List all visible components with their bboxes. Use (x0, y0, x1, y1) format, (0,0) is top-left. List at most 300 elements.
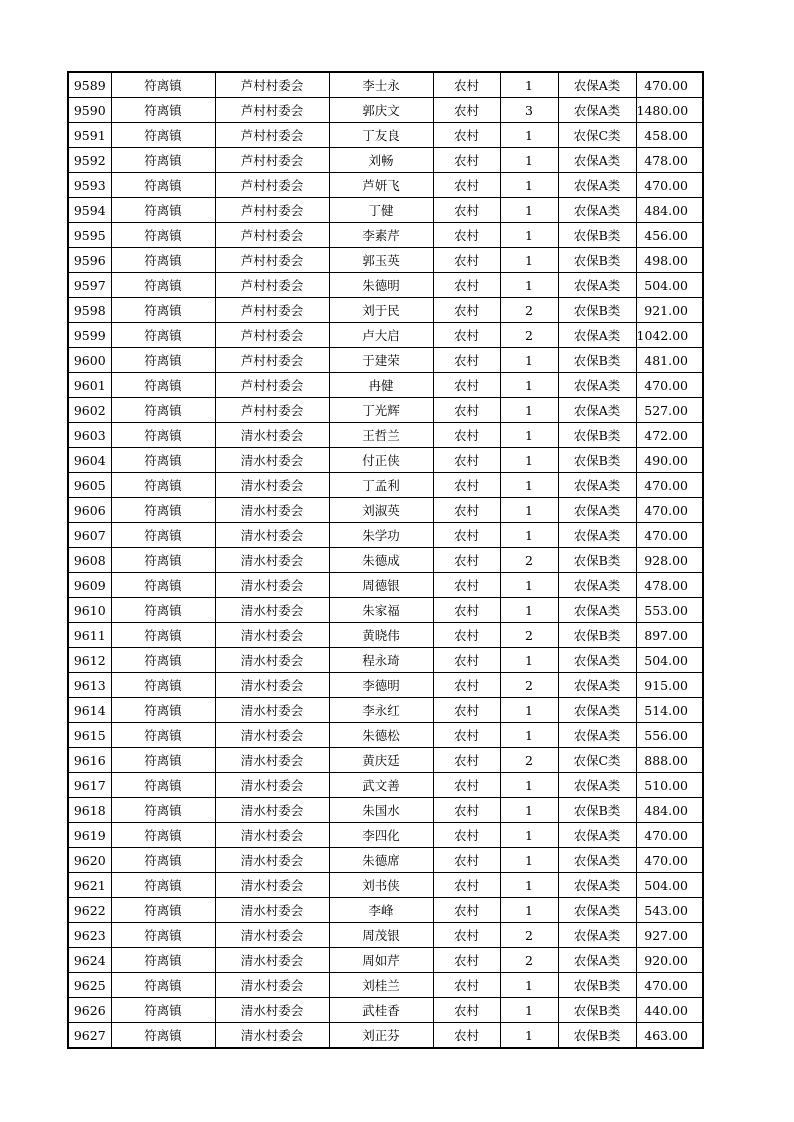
amount-cell: 915.00 (636, 673, 703, 698)
residence-type-cell: 农村 (433, 573, 500, 598)
row-number-cell: 9607 (68, 523, 111, 548)
row-number-cell: 9596 (68, 248, 111, 273)
town-cell: 符离镇 (111, 323, 215, 348)
amount-cell: 1480.00 (636, 98, 703, 123)
insurance-category-cell: 农保B类 (558, 998, 636, 1023)
person-name-cell: 周德银 (329, 573, 433, 598)
person-name-cell: 朱德松 (329, 723, 433, 748)
table-row (68, 223, 703, 248)
household-count-cell: 2 (500, 323, 558, 348)
person-name-cell: 郭玉英 (329, 248, 433, 273)
residence-type-cell: 农村 (433, 848, 500, 873)
person-name-cell: 程永琦 (329, 648, 433, 673)
amount-cell: 927.00 (636, 923, 703, 948)
row-number-cell: 9605 (68, 473, 111, 498)
town-cell: 符离镇 (111, 498, 215, 523)
table-row (68, 373, 703, 398)
residence-type-cell: 农村 (433, 1023, 500, 1049)
row-number-cell: 9594 (68, 198, 111, 223)
row-number-cell: 9595 (68, 223, 111, 248)
village-committee-cell: 芦村村委会 (215, 373, 329, 398)
town-cell: 符离镇 (111, 523, 215, 548)
table-row (68, 423, 703, 448)
residence-type-cell: 农村 (433, 998, 500, 1023)
household-count-cell: 2 (500, 673, 558, 698)
person-name-cell: 丁孟利 (329, 473, 433, 498)
household-count-cell: 1 (500, 72, 558, 98)
amount-cell: 470.00 (636, 848, 703, 873)
row-number-cell: 9603 (68, 423, 111, 448)
amount-cell: 472.00 (636, 423, 703, 448)
household-count-cell: 2 (500, 948, 558, 973)
village-committee-cell: 清水村委会 (215, 998, 329, 1023)
row-number-cell: 9610 (68, 598, 111, 623)
household-count-cell: 1 (500, 648, 558, 673)
household-count-cell: 1 (500, 973, 558, 998)
person-name-cell: 刘淑英 (329, 498, 433, 523)
row-number-cell: 9599 (68, 323, 111, 348)
insurance-category-cell: 农保B类 (558, 623, 636, 648)
amount-cell: 456.00 (636, 223, 703, 248)
person-name-cell: 于建荣 (329, 348, 433, 373)
amount-cell: 481.00 (636, 348, 703, 373)
household-count-cell: 1 (500, 898, 558, 923)
household-count-cell: 1 (500, 248, 558, 273)
insurance-category-cell: 农保A类 (558, 98, 636, 123)
table-row (68, 473, 703, 498)
household-count-cell: 2 (500, 748, 558, 773)
table-row (68, 148, 703, 173)
insurance-category-cell: 农保A类 (558, 723, 636, 748)
amount-cell: 553.00 (636, 598, 703, 623)
insurance-category-cell: 农保A类 (558, 773, 636, 798)
table-row (68, 798, 703, 823)
person-name-cell: 朱德明 (329, 273, 433, 298)
town-cell: 符离镇 (111, 873, 215, 898)
amount-cell: 504.00 (636, 648, 703, 673)
person-name-cell: 冉健 (329, 373, 433, 398)
village-committee-cell: 清水村委会 (215, 1023, 329, 1049)
residence-type-cell: 农村 (433, 673, 500, 698)
insurance-category-cell: 农保A类 (558, 898, 636, 923)
household-count-cell: 1 (500, 773, 558, 798)
table-row (68, 623, 703, 648)
person-name-cell: 付正侠 (329, 448, 433, 473)
amount-cell: 514.00 (636, 698, 703, 723)
residence-type-cell: 农村 (433, 298, 500, 323)
insurance-category-cell: 农保B类 (558, 973, 636, 998)
residence-type-cell: 农村 (433, 548, 500, 573)
person-name-cell: 郭庆文 (329, 98, 433, 123)
residence-type-cell: 农村 (433, 823, 500, 848)
person-name-cell: 丁光辉 (329, 398, 433, 423)
insurance-category-cell: 农保C类 (558, 123, 636, 148)
insurance-category-cell: 农保B类 (558, 448, 636, 473)
town-cell: 符离镇 (111, 823, 215, 848)
insurance-category-cell: 农保A类 (558, 673, 636, 698)
household-count-cell: 1 (500, 698, 558, 723)
person-name-cell: 卢大启 (329, 323, 433, 348)
amount-cell: 463.00 (636, 1023, 703, 1049)
village-committee-cell: 清水村委会 (215, 548, 329, 573)
household-count-cell: 1 (500, 273, 558, 298)
person-name-cell: 武文善 (329, 773, 433, 798)
row-number-cell: 9614 (68, 698, 111, 723)
table-row (68, 573, 703, 598)
town-cell: 符离镇 (111, 648, 215, 673)
row-number-cell: 9609 (68, 573, 111, 598)
village-committee-cell: 芦村村委会 (215, 198, 329, 223)
person-name-cell: 刘于民 (329, 298, 433, 323)
village-committee-cell: 清水村委会 (215, 698, 329, 723)
residence-type-cell: 农村 (433, 423, 500, 448)
residence-type-cell: 农村 (433, 273, 500, 298)
household-count-cell: 1 (500, 848, 558, 873)
amount-cell: 921.00 (636, 298, 703, 323)
insurance-category-cell: 农保B类 (558, 1023, 636, 1049)
row-number-cell: 9611 (68, 623, 111, 648)
table-row (68, 298, 703, 323)
amount-cell: 510.00 (636, 773, 703, 798)
insurance-category-cell: 农保B类 (558, 223, 636, 248)
town-cell: 符离镇 (111, 698, 215, 723)
village-committee-cell: 芦村村委会 (215, 148, 329, 173)
amount-cell: 440.00 (636, 998, 703, 1023)
residence-type-cell: 农村 (433, 323, 500, 348)
person-name-cell: 李德明 (329, 673, 433, 698)
town-cell: 符离镇 (111, 723, 215, 748)
residence-type-cell: 农村 (433, 98, 500, 123)
insurance-category-cell: 农保A类 (558, 948, 636, 973)
residence-type-cell: 农村 (433, 173, 500, 198)
town-cell: 符离镇 (111, 173, 215, 198)
person-name-cell: 丁友良 (329, 123, 433, 148)
town-cell: 符离镇 (111, 573, 215, 598)
table-row (68, 923, 703, 948)
insurance-category-cell: 农保B类 (558, 798, 636, 823)
residence-type-cell: 农村 (433, 598, 500, 623)
village-committee-cell: 清水村委会 (215, 598, 329, 623)
amount-cell: 470.00 (636, 173, 703, 198)
insurance-category-cell: 农保A类 (558, 323, 636, 348)
residence-type-cell: 农村 (433, 498, 500, 523)
insurance-category-cell: 农保B类 (558, 248, 636, 273)
amount-cell: 498.00 (636, 248, 703, 273)
person-name-cell: 黄庆廷 (329, 748, 433, 773)
town-cell: 符离镇 (111, 623, 215, 648)
town-cell: 符离镇 (111, 72, 215, 98)
household-count-cell: 1 (500, 523, 558, 548)
row-number-cell: 9606 (68, 498, 111, 523)
village-committee-cell: 清水村委会 (215, 973, 329, 998)
table-row (68, 323, 703, 348)
amount-cell: 478.00 (636, 573, 703, 598)
town-cell: 符离镇 (111, 673, 215, 698)
village-committee-cell: 清水村委会 (215, 498, 329, 523)
village-committee-cell: 芦村村委会 (215, 348, 329, 373)
insurance-category-cell: 农保A类 (558, 173, 636, 198)
town-cell: 符离镇 (111, 398, 215, 423)
village-committee-cell: 清水村委会 (215, 923, 329, 948)
residence-type-cell: 农村 (433, 198, 500, 223)
amount-cell: 484.00 (636, 198, 703, 223)
town-cell: 符离镇 (111, 973, 215, 998)
insurance-category-cell: 农保A类 (558, 923, 636, 948)
table-row (68, 248, 703, 273)
village-committee-cell: 清水村委会 (215, 648, 329, 673)
household-count-cell: 1 (500, 348, 558, 373)
row-number-cell: 9590 (68, 98, 111, 123)
person-name-cell: 周如芹 (329, 948, 433, 973)
village-committee-cell: 芦村村委会 (215, 323, 329, 348)
amount-cell: 470.00 (636, 523, 703, 548)
row-number-cell: 9619 (68, 823, 111, 848)
table-row (68, 873, 703, 898)
village-committee-cell: 芦村村委会 (215, 298, 329, 323)
residence-type-cell: 农村 (433, 973, 500, 998)
amount-cell: 458.00 (636, 123, 703, 148)
insurance-category-cell: 农保A类 (558, 373, 636, 398)
village-committee-cell: 芦村村委会 (215, 98, 329, 123)
amount-cell: 470.00 (636, 72, 703, 98)
household-count-cell: 1 (500, 398, 558, 423)
table-row (68, 173, 703, 198)
residence-type-cell: 农村 (433, 72, 500, 98)
table-row (68, 848, 703, 873)
person-name-cell: 芦妍飞 (329, 173, 433, 198)
roster-body (68, 72, 703, 1048)
residence-type-cell: 农村 (433, 723, 500, 748)
insurance-category-cell: 农保A类 (558, 473, 636, 498)
household-count-cell: 1 (500, 198, 558, 223)
insurance-category-cell: 农保C类 (558, 748, 636, 773)
table-row (68, 973, 703, 998)
town-cell: 符离镇 (111, 923, 215, 948)
person-name-cell: 黄晓伟 (329, 623, 433, 648)
town-cell: 符离镇 (111, 548, 215, 573)
residence-type-cell: 农村 (433, 523, 500, 548)
household-count-cell: 1 (500, 798, 558, 823)
person-name-cell: 王哲兰 (329, 423, 433, 448)
village-committee-cell: 清水村委会 (215, 473, 329, 498)
row-number-cell: 9623 (68, 923, 111, 948)
residence-type-cell: 农村 (433, 123, 500, 148)
insurance-category-cell: 农保A类 (558, 498, 636, 523)
household-count-cell: 1 (500, 873, 558, 898)
village-committee-cell: 清水村委会 (215, 948, 329, 973)
village-committee-cell: 清水村委会 (215, 723, 329, 748)
row-number-cell: 9626 (68, 998, 111, 1023)
row-number-cell: 9601 (68, 373, 111, 398)
person-name-cell: 刘桂兰 (329, 973, 433, 998)
residence-type-cell: 农村 (433, 898, 500, 923)
village-committee-cell: 清水村委会 (215, 448, 329, 473)
insurance-category-cell: 农保A类 (558, 198, 636, 223)
amount-cell: 527.00 (636, 398, 703, 423)
amount-cell: 888.00 (636, 748, 703, 773)
town-cell: 符离镇 (111, 98, 215, 123)
residence-type-cell: 农村 (433, 148, 500, 173)
row-number-cell: 9621 (68, 873, 111, 898)
village-committee-cell: 芦村村委会 (215, 223, 329, 248)
residence-type-cell: 农村 (433, 648, 500, 673)
village-committee-cell: 清水村委会 (215, 523, 329, 548)
person-name-cell: 丁健 (329, 198, 433, 223)
town-cell: 符离镇 (111, 473, 215, 498)
row-number-cell: 9620 (68, 848, 111, 873)
table-row (68, 948, 703, 973)
village-committee-cell: 清水村委会 (215, 898, 329, 923)
person-name-cell: 李四化 (329, 823, 433, 848)
village-committee-cell: 芦村村委会 (215, 273, 329, 298)
person-name-cell: 李士永 (329, 72, 433, 98)
table-row (68, 498, 703, 523)
insurance-category-cell: 农保A类 (558, 273, 636, 298)
roster-table (67, 71, 704, 1049)
row-number-cell: 9613 (68, 673, 111, 698)
village-committee-cell: 清水村委会 (215, 673, 329, 698)
residence-type-cell: 农村 (433, 248, 500, 273)
amount-cell: 490.00 (636, 448, 703, 473)
amount-cell: 543.00 (636, 898, 703, 923)
row-number-cell: 9593 (68, 173, 111, 198)
residence-type-cell: 农村 (433, 923, 500, 948)
row-number-cell: 9604 (68, 448, 111, 473)
village-committee-cell: 清水村委会 (215, 748, 329, 773)
person-name-cell: 李永红 (329, 698, 433, 723)
household-count-cell: 1 (500, 473, 558, 498)
amount-cell: 920.00 (636, 948, 703, 973)
village-committee-cell: 芦村村委会 (215, 248, 329, 273)
town-cell: 符离镇 (111, 298, 215, 323)
table-row (68, 998, 703, 1023)
row-number-cell: 9592 (68, 148, 111, 173)
residence-type-cell: 农村 (433, 773, 500, 798)
person-name-cell: 朱国水 (329, 798, 433, 823)
person-name-cell: 刘书侠 (329, 873, 433, 898)
insurance-category-cell: 农保A类 (558, 698, 636, 723)
town-cell: 符离镇 (111, 798, 215, 823)
row-number-cell: 9618 (68, 798, 111, 823)
residence-type-cell: 农村 (433, 698, 500, 723)
household-count-cell: 1 (500, 723, 558, 748)
residence-type-cell: 农村 (433, 948, 500, 973)
village-committee-cell: 清水村委会 (215, 798, 329, 823)
village-committee-cell: 清水村委会 (215, 823, 329, 848)
town-cell: 符离镇 (111, 198, 215, 223)
amount-cell: 470.00 (636, 373, 703, 398)
row-number-cell: 9589 (68, 72, 111, 98)
town-cell: 符离镇 (111, 848, 215, 873)
residence-type-cell: 农村 (433, 798, 500, 823)
amount-cell: 504.00 (636, 873, 703, 898)
row-number-cell: 9608 (68, 548, 111, 573)
household-count-cell: 2 (500, 623, 558, 648)
amount-cell: 897.00 (636, 623, 703, 648)
table-row (68, 698, 703, 723)
town-cell: 符离镇 (111, 423, 215, 448)
table-row (68, 823, 703, 848)
town-cell: 符离镇 (111, 898, 215, 923)
insurance-category-cell: 农保A类 (558, 398, 636, 423)
row-number-cell: 9615 (68, 723, 111, 748)
table-row (68, 548, 703, 573)
amount-cell: 470.00 (636, 823, 703, 848)
table-row (68, 773, 703, 798)
insurance-category-cell: 农保A类 (558, 72, 636, 98)
household-count-cell: 1 (500, 148, 558, 173)
residence-type-cell: 农村 (433, 223, 500, 248)
town-cell: 符离镇 (111, 998, 215, 1023)
household-count-cell: 1 (500, 598, 558, 623)
amount-cell: 556.00 (636, 723, 703, 748)
row-number-cell: 9598 (68, 298, 111, 323)
insurance-category-cell: 农保A类 (558, 648, 636, 673)
row-number-cell: 9600 (68, 348, 111, 373)
household-count-cell: 1 (500, 448, 558, 473)
town-cell: 符离镇 (111, 1023, 215, 1049)
row-number-cell: 9624 (68, 948, 111, 973)
town-cell: 符离镇 (111, 748, 215, 773)
residence-type-cell: 农村 (433, 748, 500, 773)
table-row (68, 72, 703, 98)
person-name-cell: 朱家福 (329, 598, 433, 623)
household-count-cell: 1 (500, 223, 558, 248)
town-cell: 符离镇 (111, 148, 215, 173)
row-number-cell: 9591 (68, 123, 111, 148)
village-committee-cell: 芦村村委会 (215, 398, 329, 423)
household-count-cell: 1 (500, 998, 558, 1023)
amount-cell: 504.00 (636, 273, 703, 298)
person-name-cell: 李峰 (329, 898, 433, 923)
residence-type-cell: 农村 (433, 473, 500, 498)
town-cell: 符离镇 (111, 373, 215, 398)
village-committee-cell: 芦村村委会 (215, 123, 329, 148)
person-name-cell: 李素芹 (329, 223, 433, 248)
residence-type-cell: 农村 (433, 873, 500, 898)
insurance-category-cell: 农保A类 (558, 848, 636, 873)
amount-cell: 470.00 (636, 973, 703, 998)
household-count-cell: 1 (500, 823, 558, 848)
table-row (68, 748, 703, 773)
person-name-cell: 朱德成 (329, 548, 433, 573)
town-cell: 符离镇 (111, 598, 215, 623)
residence-type-cell: 农村 (433, 448, 500, 473)
table-row (68, 598, 703, 623)
household-count-cell: 3 (500, 98, 558, 123)
insurance-category-cell: 农保B类 (558, 423, 636, 448)
table-row (68, 648, 703, 673)
row-number-cell: 9612 (68, 648, 111, 673)
person-name-cell: 刘畅 (329, 148, 433, 173)
household-count-cell: 2 (500, 923, 558, 948)
row-number-cell: 9616 (68, 748, 111, 773)
insurance-category-cell: 农保B类 (558, 348, 636, 373)
insurance-category-cell: 农保B类 (558, 298, 636, 323)
town-cell: 符离镇 (111, 123, 215, 148)
village-committee-cell: 清水村委会 (215, 573, 329, 598)
village-committee-cell: 清水村委会 (215, 873, 329, 898)
amount-cell: 470.00 (636, 473, 703, 498)
town-cell: 符离镇 (111, 948, 215, 973)
household-count-cell: 1 (500, 423, 558, 448)
household-count-cell: 1 (500, 1023, 558, 1049)
table-row (68, 398, 703, 423)
table-row (68, 1023, 703, 1049)
household-count-cell: 2 (500, 548, 558, 573)
row-number-cell: 9602 (68, 398, 111, 423)
amount-cell: 1042.00 (636, 323, 703, 348)
